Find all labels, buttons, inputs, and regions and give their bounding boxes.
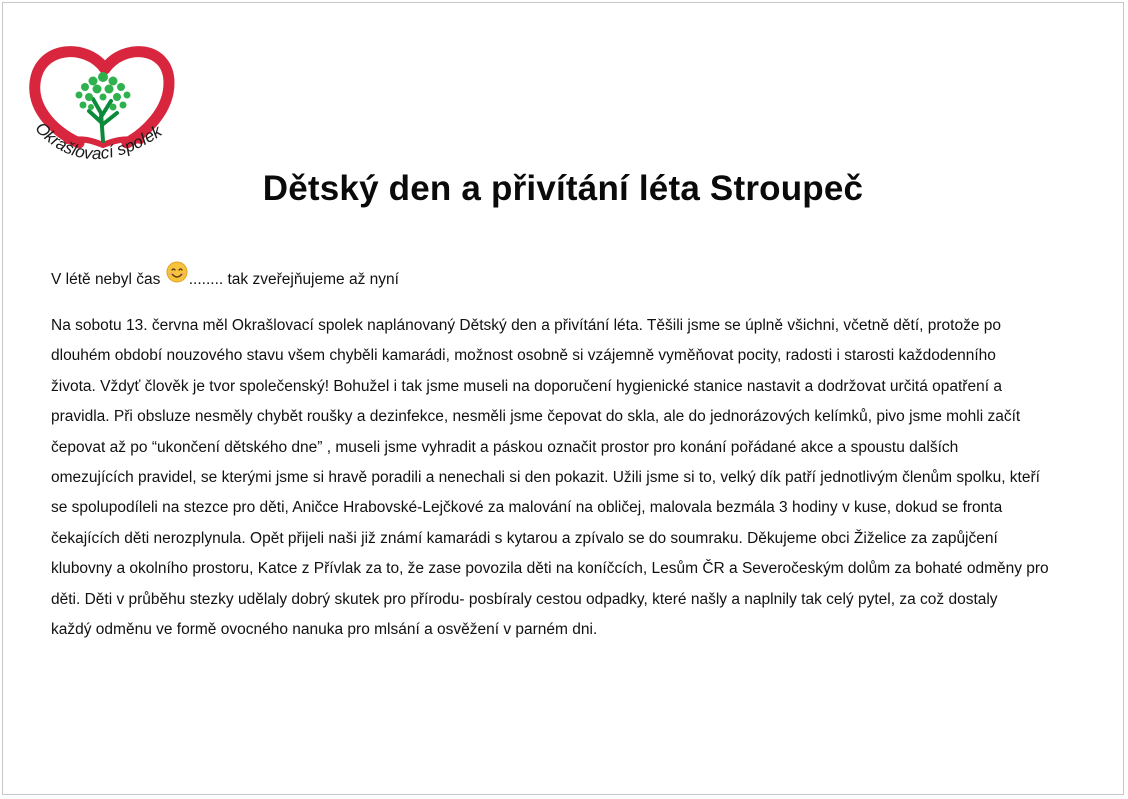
- logo-text: Okrašlovací spolek: [31, 118, 166, 164]
- okraslovaci-spolek-logo: [27, 41, 183, 189]
- paragraph-line: Na sobotu 13. června měl Okrašlovací spolek naplánovaný Dětský den a přivítání léta. Těšili jsme se úplně všichni, včetně dětí, protože po: [51, 317, 1002, 334]
- paragraph-line: čekajících děti nerozplynula. Opět přijeli naši již známí kamarádi s kytarou a zpívalo se do soumraku. Děkujeme obci Žiželice za zapůjčení: [51, 529, 998, 547]
- smiling-face-emoji-icon: [166, 261, 188, 283]
- paragraph-line: čepovat až po “ukončení dětského dne” , museli jsme vyhradit a páskou označit prostor pro konání pořádané akce a spoustu dalších: [51, 438, 959, 456]
- logo-graphic: [27, 41, 183, 189]
- article-paragraph: [51, 311, 1091, 645]
- intro-text-before: V létě nebyl čas: [51, 271, 165, 288]
- paragraph-line: pravidla. Při obsluze nesměly chybět roušky a dezinfekce, nesměli jsme čepovat do skla, ale do jednorázových kelímků, pivo jsme mohli začít: [51, 408, 1021, 426]
- paragraph-line: klubovny a okolního prostoru, Katce z Přívlak za to, že zase povozila děti na koníčcích, Lesům ČR a Severočeským dolům za bohaté odměny pro: [51, 560, 1049, 578]
- paragraph-line: každý odměnu ve formě ovocného nanuka pro mlsání a osvěžení v parném dni.: [51, 620, 598, 638]
- tree-leaves: [76, 72, 131, 111]
- paragraph-line: omezujících pravidel, se kterými jsme si hravě poradili a nenechali si den pokazit. Užili jsme si to, velký dík patří jednotlivým členům spolku, kteří: [51, 468, 1040, 486]
- paragraph-line: života. Vždyť člověk je tvor společenský! Bohužel i tak jsme museli na doporučení hygienické stanice nastavit a dodržovat určitá opatření a: [51, 377, 1002, 395]
- intro-text-after: ........ tak zveřejňujeme až nyní: [188, 271, 399, 288]
- page-title: Dětský den a přivítání léta Stroupeč: [262, 169, 864, 208]
- intro-line: [51, 265, 399, 292]
- paragraph-line: se spolupodíleli na stezce pro děti, Aničce Hrabovské-Lejčkové za malování na obličej, malovala bezmála 3 hodiny v kuse, dokud se fronta: [51, 499, 1003, 517]
- paragraph-line: děti. Děti v průběhu stezky udělaly dobrý skutek pro přírodu- posbíraly cestou odpadky, které našly a naplnily tak celý pytel, za což dostaly: [51, 590, 998, 608]
- paragraph-line: dlouhém období nouzového stavu všem chyběli kamarádi, možnost osobně si vzájemně vyměňovat pocity, radosti i starosti každodenního: [51, 347, 996, 365]
- document-page: [2, 2, 1124, 795]
